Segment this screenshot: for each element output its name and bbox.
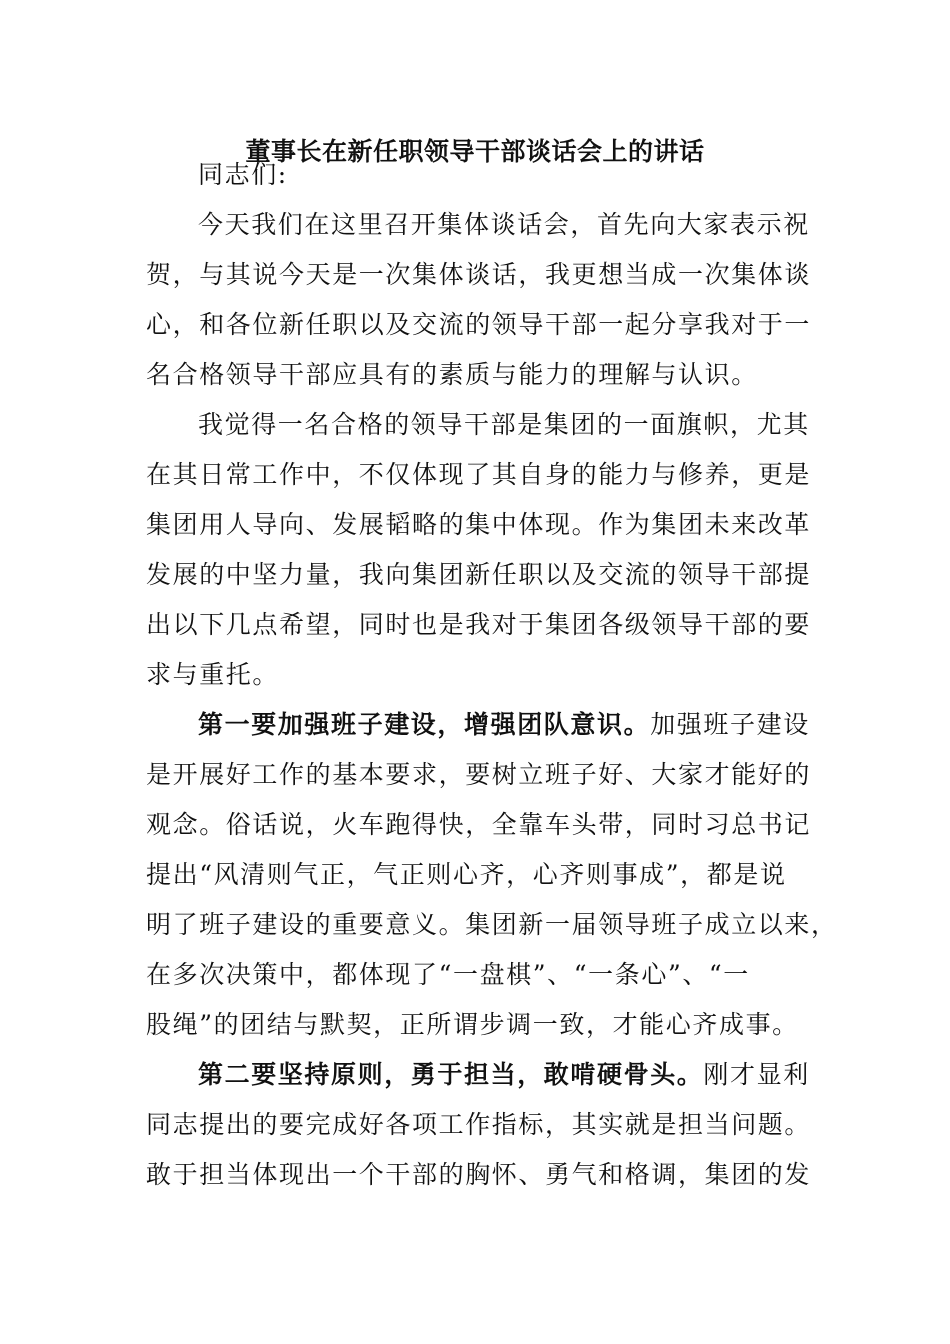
paragraph-line: 同志提出的要完成好各项工作指标，其实就是担当问题。 — [146, 1110, 812, 1139]
paragraph-line: 我觉得一名合格的领导干部是集团的一面旗帜，尤其 — [198, 410, 810, 439]
paragraph-line-text: 加强班子建设 — [650, 710, 810, 739]
paragraph-line: 在多次决策中，都体现了“一盘棋”、“一条心”、“一 — [146, 960, 750, 989]
paragraph-line: 出以下几点希望，同时也是我对于集团各级领导干部的要 — [146, 610, 812, 639]
document-body — [146, 150, 838, 1200]
paragraph-first-line — [146, 700, 826, 750]
paragraph-line: 在其日常工作中，不仅体现了其自身的能力与修养，更是 — [146, 460, 812, 489]
paragraph-line: 股绳”的团结与默契，正所谓步调一致，才能心齐成事。 — [146, 1010, 799, 1039]
document-title: 董事长在新任职领导干部谈话会上的讲话 — [245, 137, 705, 166]
paragraph-lead: 第一要加强班子建设，增强团队意识。 — [198, 710, 651, 739]
paragraph-line: 集团用人导向、发展韬略的集中体现。作为集团未来改革 — [146, 510, 812, 539]
paragraph-line: 提出“风清则气正，气正则心齐，心齐则事成”，都是说 — [146, 860, 787, 889]
paragraph-line: 明了班子建设的重要意义。集团新一届领导班子成立以来， — [146, 910, 838, 939]
paragraph-first-line — [146, 1050, 826, 1100]
paragraph-line: 名合格领导干部应具有的素质与能力的理解与认识。 — [146, 360, 758, 389]
paragraph-line-text: 刚才显利 — [703, 1060, 810, 1089]
paragraph-line: 发展的中坚力量，我向集团新任职以及交流的领导干部提 — [146, 560, 812, 589]
paragraph-line: 观念。俗话说，火车跑得快，全靠车头带，同时习总书记 — [146, 810, 812, 839]
salutation: 同志们: — [198, 160, 288, 189]
paragraph-line: 求与重托。 — [146, 660, 280, 689]
paragraph-line: 心，和各位新任职以及交流的领导干部一起分享我对于一 — [146, 310, 812, 339]
paragraph-line: 今天我们在这里召开集体谈话会，首先向大家表示祝 — [198, 210, 810, 239]
paragraph-line: 是开展好工作的基本要求，要树立班子好、大家才能好的 — [146, 760, 812, 789]
paragraph-line: 敢于担当体现出一个干部的胸怀、勇气和格调，集团的发 — [146, 1160, 812, 1189]
paragraph-lead: 第二要坚持原则，勇于担当，敢啃硬骨头。 — [198, 1060, 704, 1089]
paragraph-line: 贺，与其说今天是一次集体谈话，我更想当成一次集体谈 — [146, 260, 812, 289]
